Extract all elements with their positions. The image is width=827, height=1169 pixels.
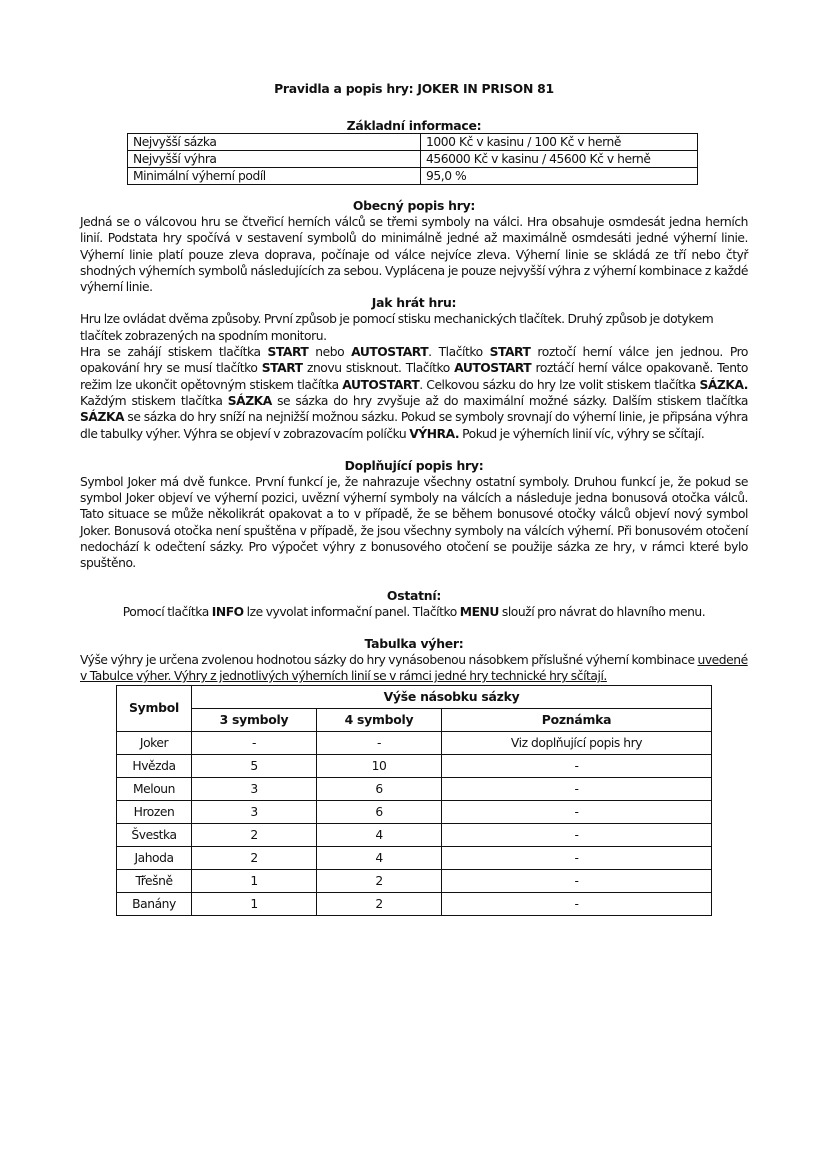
cell-three: 1 — [192, 892, 317, 915]
text-run: uvedené v Tabulce výher. Výhry z jednotlivých výherních linií se v rámci jedné hry technické hry sčítají. — [80, 652, 748, 684]
table-row — [128, 134, 698, 151]
document-title: Pravidla a popis hry: JOKER IN PRISON 81 — [274, 81, 554, 96]
table-row — [117, 731, 712, 754]
text-run: Každým stiskem tlačítka — [80, 393, 228, 408]
cell-note: - — [442, 869, 712, 892]
cell-three: 2 — [192, 846, 317, 869]
text-run: lze vyvolat informační panel. Tlačítko — [243, 604, 460, 619]
cell-note: - — [442, 846, 712, 869]
cell-three: 3 — [192, 777, 317, 800]
cell-note: - — [442, 777, 712, 800]
basic-info-table — [127, 133, 698, 185]
key-start: START — [267, 345, 309, 360]
cell-four: 4 — [317, 823, 442, 846]
rules-document — [80, 80, 748, 916]
cell-note: - — [442, 892, 712, 915]
additional-text: Symbol Joker má dvě funkce. První funkcí je, že nahrazuje všechny ostatní symboly. Druhou funkcí je, že pokud se symbol Joker objeví ve výherní pozici, uvězní výherní symboly na válcích a následuje jedna bonusová otočka válců. Tato situace se může několikrát opakovat a to v případě, že se během bonusové otočky válců objeví nový symbol Joker. Bonusová otočka není spuštěna v případě, že jsou všechny symboly na válcích výherní. Při bonusovém otočení nedochází k odečtení sázky. Pro výpočet výhry z bonusového otočení se použije sázka ze hry, v rámci které bylo spuštěno. — [80, 474, 748, 571]
cell-note: - — [442, 823, 712, 846]
cell-symbol: Meloun — [117, 777, 192, 800]
info-value: 1000 Kč v kasinu / 100 Kč v herně — [421, 134, 698, 151]
info-label: Minimální výherní podíl — [128, 168, 421, 185]
cell-four: 2 — [317, 892, 442, 915]
col-symbol: Symbol — [117, 685, 192, 731]
table-header-row — [117, 685, 712, 708]
cell-four: 2 — [317, 869, 442, 892]
table-row — [128, 151, 698, 168]
cell-three: 2 — [192, 823, 317, 846]
how-to-play-p2 — [80, 344, 748, 442]
info-label: Nejvyšší výhra — [128, 151, 421, 168]
cell-symbol: Třešně — [117, 869, 192, 892]
text-run: znovu stisknout. Tlačítko — [302, 361, 455, 376]
cell-symbol: Banány — [117, 892, 192, 915]
info-label: Nejvyšší sázka — [128, 134, 421, 151]
cell-note: - — [442, 800, 712, 823]
table-row — [117, 754, 712, 777]
text-run: Pomocí tlačítka — [122, 604, 212, 619]
table-row — [117, 846, 712, 869]
col-group-multiplier: Výše násobku sázky — [192, 685, 712, 708]
key-start: START — [261, 361, 303, 376]
cell-three: 3 — [192, 800, 317, 823]
how-to-play-p1: Hru lze ovládat dvěma způsoby. První způsob je pomocí stisku mechanických tlačítek. Druhý způsob je dotykem tlačítek zobrazených na spodním monitoru. — [80, 312, 714, 343]
cell-symbol: Jahoda — [117, 846, 192, 869]
key-sazka: SÁZKA — [80, 410, 125, 425]
cell-symbol: Hvězda — [117, 754, 192, 777]
basic-info-heading: Základní informace: — [346, 118, 482, 133]
col-note: Poznámka — [442, 708, 712, 731]
key-autostart: AUTOSTART — [351, 345, 429, 360]
paytable — [116, 685, 712, 916]
table-header-row — [117, 708, 712, 731]
key-sazka: SÁZKA. — [699, 377, 748, 392]
general-text: Jedná se o válcovou hru se čtveřicí herních válců se třemi symboly na válci. Hra obsahuje osmdesát jedna herních linií. Podstata hry spočívá v sestavení symbolů do minimálně jedné až maximálně osmdesáti jedné výherní linie. Výherní linie platí pouze zleva doprava, počínaje od válce nejvíce zleva. Výherní linie se skládá ze tří nebo čtyř shodných výherních symbolů následujících za sebou. Vyplácena je pouze nejvyšší výhra z výherní kombinace z každé výherní linie. — [80, 215, 748, 295]
other-text — [80, 604, 748, 620]
paytable-intro — [80, 652, 748, 685]
paytable-heading: Tabulka výher: — [364, 635, 464, 651]
additional-heading: Doplňující popis hry: — [344, 457, 484, 473]
cell-four: 10 — [317, 754, 442, 777]
cell-symbol: Joker — [117, 731, 192, 754]
text-run: roztáčí herní válce opakovaně. Tento režim lze ukončit opětovným stiskem tlačítka — [80, 361, 748, 392]
info-value: 95,0 % — [421, 168, 698, 185]
text-run: roztočí herní válce jen jednou. Pro opakování hry se musí tlačítko — [80, 345, 748, 376]
cell-note: - — [442, 754, 712, 777]
col-four-symbols: 4 symboly — [317, 708, 442, 731]
text-run: Výše výhry je určena zvolenou hodnotou sázky do hry vynásobenou násobkem příslušné výherní kombinace — [80, 652, 698, 667]
cell-four: - — [317, 731, 442, 754]
cell-four: 6 — [317, 777, 442, 800]
cell-symbol: Hrozen — [117, 800, 192, 823]
table-row — [117, 869, 712, 892]
cell-symbol: Švestka — [117, 823, 192, 846]
cell-note: Viz doplňující popis hry — [442, 731, 712, 754]
general-heading: Obecný popis hry: — [352, 198, 476, 213]
key-autostart: AUTOSTART — [342, 377, 420, 392]
text-run: . Celkovou sázku do hry lze volit stiskem tlačítka — [419, 377, 700, 392]
other-heading: Ostatní: — [386, 587, 442, 603]
col-three-symbols: 3 symboly — [192, 708, 317, 731]
info-value: 456000 Kč v kasinu / 45600 Kč v herně — [421, 151, 698, 168]
text-run: Hra se zahájí stiskem tlačítka — [80, 345, 268, 360]
cell-three: 5 — [192, 754, 317, 777]
text-run: Pokud je výherních linií víc, výhry se sčítají. — [459, 426, 705, 441]
table-row — [117, 892, 712, 915]
text-run: nebo — [308, 345, 352, 360]
key-sazka: SÁZKA — [227, 393, 272, 408]
key-menu: MENU — [459, 604, 499, 619]
text-run: slouží pro návrat do hlavního menu. — [498, 604, 706, 619]
text-run: se sázka do hry sníží na nejnižší možnou sázku. Pokud se symboly srovnají do výherní linie, je připsána výhra dle tabulky výher. Výhra se objeví v zobrazovacím políčku — [80, 410, 748, 441]
cell-three: 1 — [192, 869, 317, 892]
key-start: START — [489, 345, 531, 360]
key-info: INFO — [211, 604, 244, 619]
table-row — [117, 823, 712, 846]
text-run: se sázka do hry zvyšuje až do maximální možné sázky. Dalším stiskem tlačítka — [271, 393, 748, 408]
table-row — [117, 777, 712, 800]
key-vyhra: VÝHRA. — [409, 426, 460, 441]
cell-four: 4 — [317, 846, 442, 869]
text-run: . Tlačítko — [428, 345, 490, 360]
cell-three: - — [192, 731, 317, 754]
table-row — [128, 168, 698, 185]
key-autostart: AUTOSTART — [454, 361, 532, 376]
how-to-play-heading: Jak hrát hru: — [371, 295, 457, 311]
table-row — [117, 800, 712, 823]
cell-four: 6 — [317, 800, 442, 823]
